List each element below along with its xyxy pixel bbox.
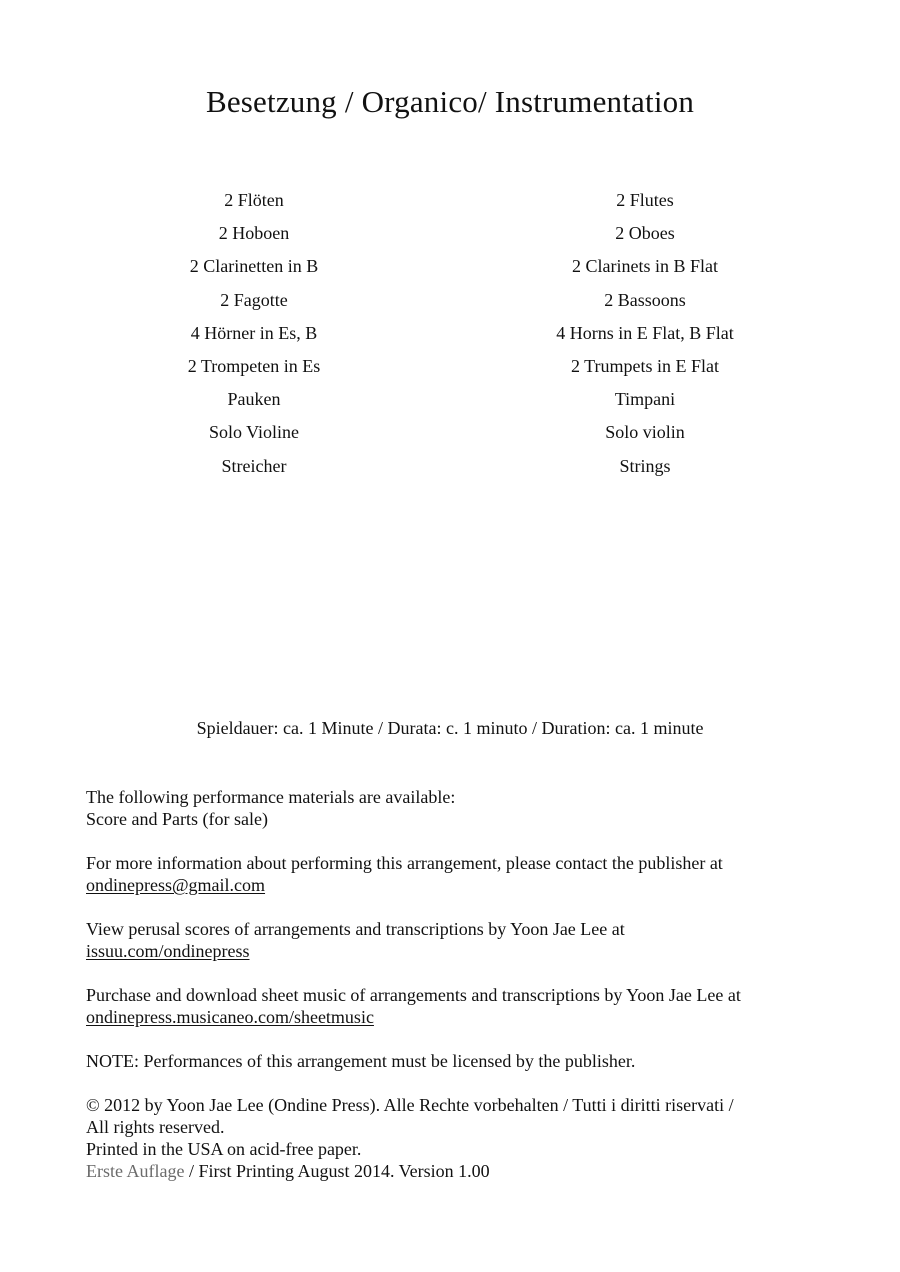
instrument-item: Solo Violine [208, 422, 300, 443]
printing-prefix: Erste Auflage [86, 1161, 185, 1181]
instrument-item: 2 Trompeten in Es [187, 355, 321, 376]
copyright-line-3: Printed in the USA on acid-free paper. [86, 1139, 362, 1159]
instrument-item: Timpani [614, 389, 676, 410]
contact-text: For more information about performing this arrangement, please contact the publisher at [86, 853, 723, 873]
instrument-item: 2 Clarinetten in B [189, 256, 319, 277]
duration-line: Spieldauer: ca. 1 Minute / Durata: c. 1 minuto / Duration: ca. 1 minute [196, 718, 704, 738]
instrument-item: 2 Bassoons [604, 289, 686, 310]
instrument-item: Streicher [221, 455, 287, 476]
materials-line-1: The following performance materials are available: [86, 787, 456, 807]
instrument-list-german [94, 186, 414, 485]
contact-paragraph [86, 852, 826, 896]
copyright-line-1: © 2012 by Yoon Jae Lee (Ondine Press). Alle Rechte vorbehalten / Tutti i diritti riservati / [86, 1095, 734, 1115]
instrument-item: 2 Hoboen [218, 223, 290, 244]
instrument-item: 2 Clarinets in B Flat [572, 256, 718, 277]
materials-line-2: Score and Parts (for sale) [86, 809, 268, 829]
perusal-paragraph [86, 918, 826, 962]
copyright-paragraph [86, 1094, 826, 1182]
instrument-item: 2 Flutes [616, 190, 674, 210]
printing-info: / First Printing August 2014. Version 1.00 [184, 1161, 490, 1181]
purchase-text: Purchase and download sheet music of arrangements and transcriptions by Yoon Jae Lee at [86, 985, 741, 1005]
issuu-link[interactable]: issuu.com/ondinepress [86, 941, 250, 961]
purchase-paragraph [86, 984, 826, 1028]
instrument-item: 2 Trumpets in E Flat [570, 355, 720, 376]
page-title: Besetzung / Organico/ Instrumentation [205, 84, 695, 119]
instrument-item: Solo violin [605, 422, 685, 443]
instrument-item: Strings [619, 455, 671, 476]
perusal-text: View perusal scores of arrangements and transcriptions by Yoon Jae Lee at [86, 919, 625, 939]
sheetmusic-link[interactable]: ondinepress.musicaneo.com/sheetmusic [86, 1007, 374, 1027]
info-section [86, 786, 826, 1182]
instrument-item: 2 Oboes [615, 223, 675, 244]
email-link[interactable]: ondinepress@gmail.com [86, 875, 266, 895]
instrument-item: 2 Flöten [224, 190, 284, 210]
instrument-item: 2 Fagotte [220, 289, 288, 310]
materials-paragraph [86, 786, 826, 830]
note-paragraph: NOTE: Performances of this arrangement must be licensed by the publisher. [86, 1051, 636, 1071]
instrument-item: Pauken [227, 389, 281, 410]
instrument-item: 4 Hörner in Es, B [190, 322, 318, 343]
instrument-item: 4 Horns in E Flat, B Flat [556, 322, 734, 343]
instrument-list-english [485, 186, 805, 485]
copyright-line-2: All rights reserved. [86, 1117, 225, 1137]
